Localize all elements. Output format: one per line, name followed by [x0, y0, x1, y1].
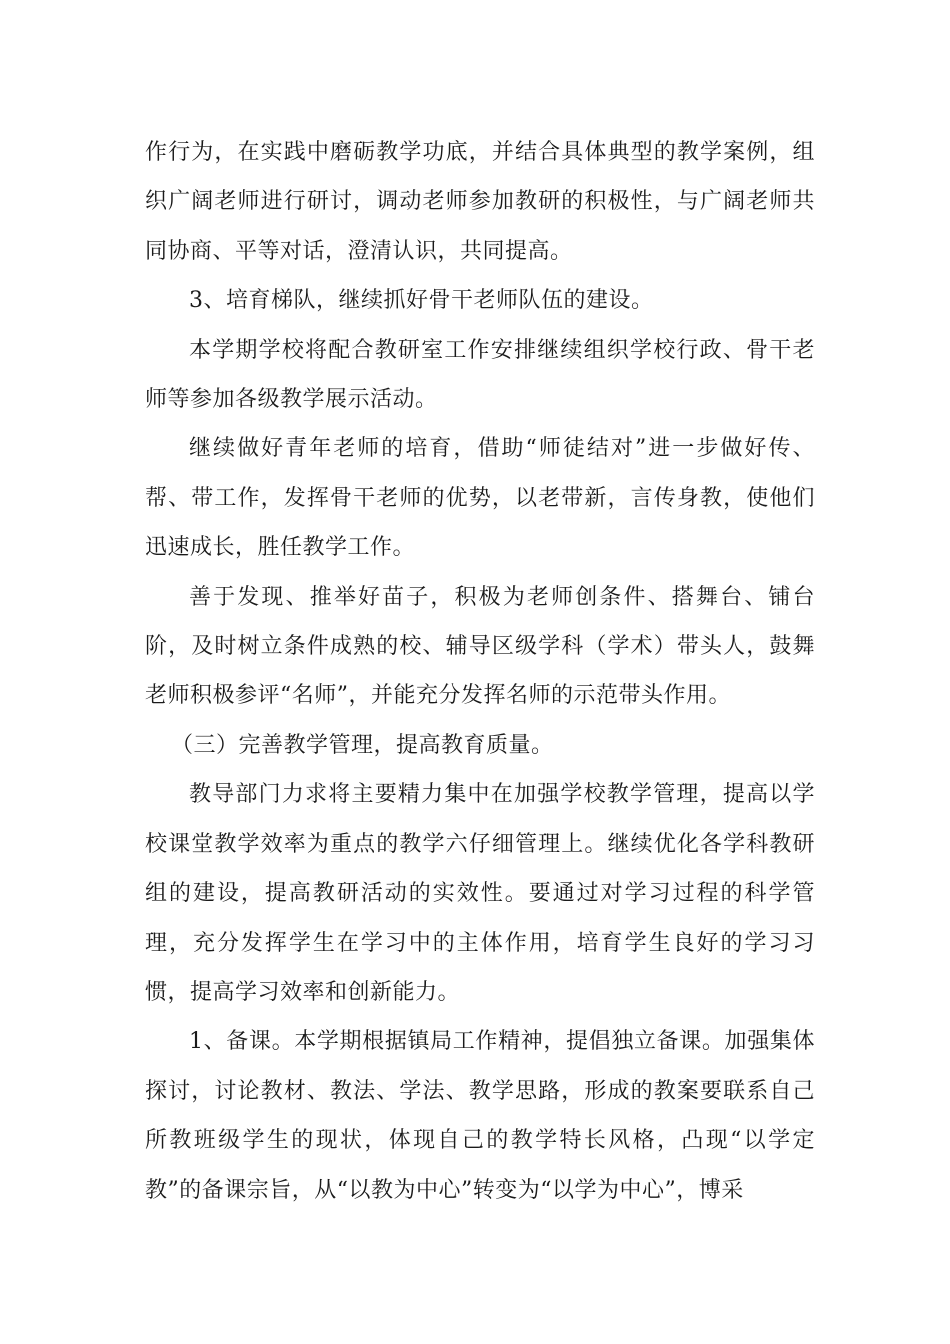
section-heading-three: （三）完善教学管理，提高教育质量。 — [171, 732, 554, 758]
paragraph-item-3-heading: 3、培育梯队，继续抓好骨干老师队伍的建设。 — [189, 288, 654, 314]
paragraph-teaching-management: 教导部门力求将主要精力集中在加强学校教学管理，提高以学校课堂教学效率为重点的教学六仔细管理上。继续优化各学科教研组的建设，提高教研活动的实效性。要通过对学习过程的科学管理，充分发挥学生在学习中的主体作用，培育学生良好的学习习惯，提高学习效率和创新能力。 — [145, 782, 815, 1005]
paragraph-famous-teachers: 善于发现、推举好苗子，积极为老师创条件、搭舞台、铺台阶，及时树立条件成熟的校、辅导区级学科（学术）带头人，鼓舞老师积极参评“名师”，并能充分发挥名师的示范带头作用。 — [145, 584, 815, 709]
paragraph-lesson-preparation: 1、备课。本学期根据镇局工作精神，提倡独立备课。加强集体探讨，讨论教材、教法、学法、教学思路，形成的教案要联系自己所教班级学生的现状，体现自己的教学特长风格，凸现“以学定教”的备课宗旨，从“以教为中心”转变为“以学为中心”，博采 — [145, 1029, 815, 1203]
paragraph-young-teachers: 继续做好青年老师的培育，借助“师徒结对”进一步做好传、帮、带工作，发挥骨干老师的优势，以老带新，言传身教，使他们迅速成长，胜任教学工作。 — [145, 436, 815, 561]
paragraph-continuation: 作行为，在实践中磨砺教学功底，并结合具体典型的教学案例，组织广阔老师进行研讨，调动老师参加教研的积极性，与广阔老师共同协商、平等对话，澄清认识，共同提高。 — [145, 140, 815, 264]
paragraph-backbone-teachers: 本学期学校将配合教研室工作安排继续组织学校行政、骨干老师等参加各级教学展示活动。 — [145, 337, 815, 413]
document-body — [145, 128, 815, 1215]
